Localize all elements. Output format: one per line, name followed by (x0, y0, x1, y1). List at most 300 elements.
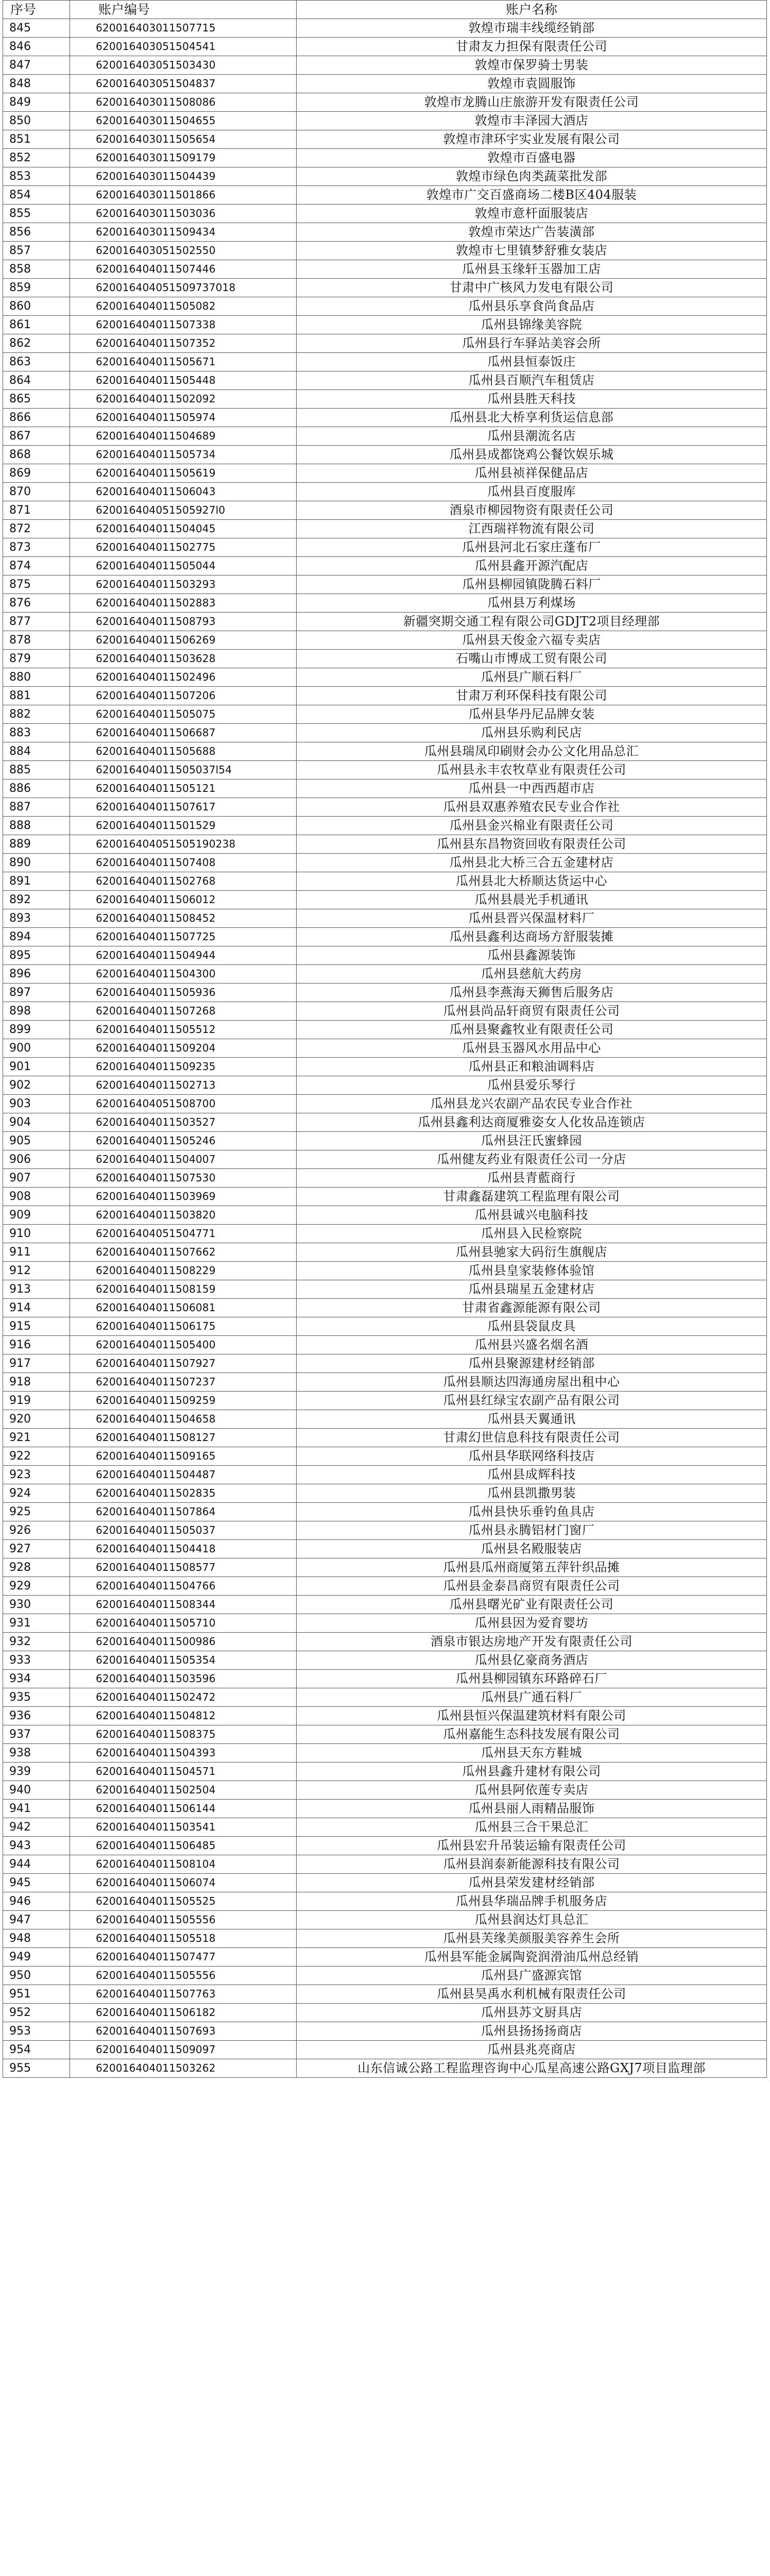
row-number: 883 (3, 724, 70, 742)
row-account-id: 620016404011506012 (70, 891, 297, 909)
row-account-id: 620016404011504045 (70, 520, 297, 538)
table-row (3, 390, 767, 409)
row-account-name: 敦煌市百盛电器 (297, 149, 767, 167)
row-number: 864 (3, 371, 70, 390)
row-account-id: 620016403011505654 (70, 130, 297, 149)
row-number: 945 (3, 1874, 70, 1892)
table-row (3, 1762, 767, 1781)
row-account-name: 瓜州县乐购利民店 (297, 724, 767, 742)
row-account-name: 瓜州县名殿服装店 (297, 1540, 767, 1558)
table-row (3, 130, 767, 149)
row-account-id: 620016404011506043 (70, 483, 297, 501)
row-account-id: 620016404011504766 (70, 1577, 297, 1596)
table-row (3, 1095, 767, 1113)
row-number: 863 (3, 353, 70, 371)
table-row (3, 650, 767, 668)
row-account-name: 瓜州县北大桥三合五金建材店 (297, 854, 767, 872)
row-account-name: 瓜州县鑫源装饰 (297, 946, 767, 965)
row-account-id: 620016404011500986 (70, 1633, 297, 1651)
row-account-name: 瓜州县华丹尼品牌女装 (297, 705, 767, 724)
row-account-id: 620016404011508159 (70, 1280, 297, 1299)
table-row (3, 742, 767, 761)
table-row (3, 538, 767, 557)
row-number: 858 (3, 260, 70, 279)
row-account-id: 620016404011504393 (70, 1744, 297, 1762)
table-row (3, 1577, 767, 1596)
row-account-name: 瓜州县成都饶鸡公餐饮娱乐城 (297, 446, 767, 464)
row-account-name: 瓜州县入民检察院 (297, 1225, 767, 1243)
row-number: 850 (3, 112, 70, 130)
row-account-name: 瓜州县百度服库 (297, 483, 767, 501)
table-row (3, 594, 767, 613)
row-account-id: 620016404011509235 (70, 1058, 297, 1076)
row-account-id: 620016404011507530 (70, 1169, 297, 1188)
table-row (3, 1503, 767, 1521)
table-row (3, 1558, 767, 1577)
row-number: 914 (3, 1299, 70, 1317)
row-account-id: 620016404011505710 (70, 1614, 297, 1633)
row-number: 902 (3, 1076, 70, 1095)
row-account-id: 620016404011508127 (70, 1429, 297, 1447)
table-row (3, 1039, 767, 1058)
row-account-name: 瓜州县丽人雨精品服饰 (297, 1800, 767, 1818)
row-number: 875 (3, 575, 70, 594)
row-account-id: 620016403051504837 (70, 75, 297, 93)
row-account-name: 瓜州县宏升吊装运输有限责任公司 (297, 1837, 767, 1855)
row-number: 859 (3, 279, 70, 297)
row-account-id: 620016404011509165 (70, 1447, 297, 1466)
row-account-id: 620016404011502496 (70, 668, 297, 687)
row-account-id: 620016404011502472 (70, 1688, 297, 1707)
table-row (3, 854, 767, 872)
row-number: 946 (3, 1892, 70, 1911)
row-account-id: 620016404051509737018 (70, 279, 297, 297)
row-number: 930 (3, 1596, 70, 1614)
row-account-name: 瓜州县李燕海天狮售后服务店 (297, 984, 767, 1002)
table-row (3, 279, 767, 297)
row-account-id: 620016404011509259 (70, 1392, 297, 1410)
row-account-name: 瓜州县鑫升建材有限公司 (297, 1762, 767, 1781)
row-account-id: 620016404011505556 (70, 1911, 297, 1929)
row-account-name: 瓜州县双惠养殖农民专业合作社 (297, 798, 767, 817)
row-account-name: 瓜州县锦缘美容院 (297, 316, 767, 334)
row-account-name: 瓜州县瑞凤印刷财会办公文化用品总汇 (297, 742, 767, 761)
table-row (3, 1521, 767, 1540)
table-row (3, 779, 767, 798)
row-account-name: 瓜州县东昌物资回收有限责任公司 (297, 835, 767, 854)
table-row (3, 1818, 767, 1837)
header-account: 账户编号 (70, 1, 297, 19)
row-account-name: 石嘴山市博成工贸有限公司 (297, 650, 767, 668)
row-account-name: 瓜州嘉能生态科技发展有限公司 (297, 1725, 767, 1744)
row-account-name: 瓜州县兆亮商店 (297, 2041, 767, 2059)
row-account-id: 620016404011505518 (70, 1929, 297, 1948)
table-row (3, 1929, 767, 1948)
row-account-id: 620016404011506144 (70, 1800, 297, 1818)
table-row (3, 1410, 767, 1429)
row-number: 951 (3, 1985, 70, 2004)
table-row (3, 1466, 767, 1484)
row-account-id: 620016404011504944 (70, 946, 297, 965)
row-account-name: 瓜州县晨光手机通讯 (297, 891, 767, 909)
row-number: 892 (3, 891, 70, 909)
table-row (3, 2059, 767, 2078)
row-number: 905 (3, 1132, 70, 1150)
row-account-name: 瓜州县兴盛名烟名酒 (297, 1336, 767, 1354)
row-account-id: 620016404011507763 (70, 1985, 297, 2004)
table-row (3, 1892, 767, 1911)
row-account-name: 敦煌市保罗骑士男装 (297, 56, 767, 75)
table-row (3, 1725, 767, 1744)
row-account-name: 瓜州县永丰农牧草业有限责任公司 (297, 761, 767, 779)
row-account-id: 620016404011504571 (70, 1762, 297, 1781)
row-account-id: 620016404011503262 (70, 2059, 297, 2078)
row-number: 894 (3, 928, 70, 946)
row-number: 912 (3, 1262, 70, 1280)
table-row (3, 1280, 767, 1299)
table-row (3, 798, 767, 817)
table-row (3, 316, 767, 334)
row-account-name: 瓜州县柳园镇东环路碎石厂 (297, 1670, 767, 1688)
table-row (3, 353, 767, 371)
row-number: 955 (3, 2059, 70, 2078)
row-account-id: 620016403051504541 (70, 38, 297, 56)
row-number: 893 (3, 909, 70, 928)
table-row (3, 613, 767, 631)
row-account-id: 620016404011508229 (70, 1262, 297, 1280)
row-account-name: 敦煌市丰泽园大酒店 (297, 112, 767, 130)
row-number: 925 (3, 1503, 70, 1521)
table-row (3, 1188, 767, 1206)
row-account-name: 瓜州县鑫利达商场方舒服装摊 (297, 928, 767, 946)
row-account-id: 620016404011506269 (70, 631, 297, 650)
table-row (3, 984, 767, 1002)
row-number: 939 (3, 1762, 70, 1781)
row-account-name: 敦煌市意杆面服装店 (297, 205, 767, 223)
row-number: 890 (3, 854, 70, 872)
row-number: 942 (3, 1818, 70, 1837)
row-account-id: 620016404011505936 (70, 984, 297, 1002)
row-account-id: 620016404051508700 (70, 1095, 297, 1113)
row-account-name: 酒泉市柳园物资有限责任公司 (297, 501, 767, 520)
row-number: 920 (3, 1410, 70, 1429)
row-number: 928 (3, 1558, 70, 1577)
row-number: 888 (3, 817, 70, 835)
row-account-name: 瓜州县永腾铝材门窗厂 (297, 1521, 767, 1540)
row-number: 931 (3, 1614, 70, 1633)
row-account-id: 620016404011506182 (70, 2004, 297, 2022)
row-number: 918 (3, 1373, 70, 1392)
row-account-id: 620016404011505512 (70, 1021, 297, 1039)
table-row (3, 1354, 767, 1373)
row-number: 862 (3, 334, 70, 353)
row-account-name: 瓜州县皇家装修体验馆 (297, 1262, 767, 1280)
table-row (3, 705, 767, 724)
row-number: 873 (3, 538, 70, 557)
table-row (3, 1076, 767, 1095)
row-account-id: 620016404011501529 (70, 817, 297, 835)
table-row (3, 668, 767, 687)
row-number: 922 (3, 1447, 70, 1466)
row-number: 876 (3, 594, 70, 613)
row-account-name: 瓜州县青藍商行 (297, 1169, 767, 1188)
row-account-name: 敦煌市瑞丰线缆经销部 (297, 19, 767, 38)
row-account-id: 620016404011505525 (70, 1892, 297, 1911)
row-account-id: 620016404011505354 (70, 1651, 297, 1670)
row-account-id: 620016403011503036 (70, 205, 297, 223)
row-account-name: 瓜州县华联网络科技店 (297, 1447, 767, 1466)
row-account-id: 620016404011505688 (70, 742, 297, 761)
row-number: 885 (3, 761, 70, 779)
row-account-id: 620016403051502550 (70, 242, 297, 260)
table-row (3, 1540, 767, 1558)
row-account-name: 敦煌市绿色肉类蔬菜批发部 (297, 167, 767, 186)
row-number: 953 (3, 2022, 70, 2041)
table-row (3, 965, 767, 984)
row-account-name: 瓜州县驰家大码衍生旗舰店 (297, 1243, 767, 1262)
row-number: 861 (3, 316, 70, 334)
row-number: 856 (3, 223, 70, 242)
row-account-name: 甘肃万利环保科技有限公司 (297, 687, 767, 705)
row-account-name: 甘肃鑫磊建筑工程监理有限公司 (297, 1188, 767, 1206)
row-account-name: 瓜州县三合干果总汇 (297, 1818, 767, 1837)
table-row (3, 1336, 767, 1354)
row-number: 870 (3, 483, 70, 501)
table-row (3, 575, 767, 594)
row-account-name: 敦煌市荣达广告装潢部 (297, 223, 767, 242)
table-body (3, 19, 767, 2078)
row-number: 937 (3, 1725, 70, 1744)
row-account-id: 620016404011504812 (70, 1707, 297, 1725)
row-account-id: 620016404011507338 (70, 316, 297, 334)
row-account-name: 瓜州县天翼通讯 (297, 1410, 767, 1429)
row-number: 852 (3, 149, 70, 167)
row-number: 854 (3, 186, 70, 205)
table-row (3, 1317, 767, 1336)
row-account-name: 瓜州县昊禹水利机械有限责任公司 (297, 1985, 767, 2004)
table-row (3, 409, 767, 427)
row-account-id: 620016404011503596 (70, 1670, 297, 1688)
header-row (3, 1, 767, 19)
row-number: 938 (3, 1744, 70, 1762)
row-number: 932 (3, 1633, 70, 1651)
row-account-name: 瓜州县荣发建材经销部 (297, 1874, 767, 1892)
row-account-id: 620016404011506081 (70, 1299, 297, 1317)
row-account-name: 瓜州县恒泰饭庄 (297, 353, 767, 371)
row-account-id: 620016404011507864 (70, 1503, 297, 1521)
row-account-name: 敦煌市龙腾山庄旅游开发有限责任公司 (297, 93, 767, 112)
row-account-name: 瓜州县龙兴农副产品农民专业合作社 (297, 1095, 767, 1113)
table-row (3, 223, 767, 242)
row-account-name: 瓜州县行车驿站美容会所 (297, 334, 767, 353)
table-row (3, 112, 767, 130)
row-account-name: 敦煌市津环宇实业发展有限公司 (297, 130, 767, 149)
row-account-id: 620016404011505448 (70, 371, 297, 390)
row-number: 851 (3, 130, 70, 149)
row-account-name: 瓜州县曙光矿业有限责任公司 (297, 1596, 767, 1614)
row-number: 910 (3, 1225, 70, 1243)
row-account-name: 瓜州县鑫开源汽配店 (297, 557, 767, 575)
row-account-name: 瓜州县因为爱育婴坊 (297, 1614, 767, 1633)
table-row (3, 928, 767, 946)
row-account-id: 620016404011508104 (70, 1855, 297, 1874)
row-number: 943 (3, 1837, 70, 1855)
table-row (3, 371, 767, 390)
row-account-id: 620016404011503969 (70, 1188, 297, 1206)
row-account-id: 620016403011504655 (70, 112, 297, 130)
table-row (3, 1948, 767, 1967)
table-row (3, 19, 767, 38)
table-row (3, 149, 767, 167)
row-account-name: 瓜州县慈航大药房 (297, 965, 767, 984)
row-account-name: 瓜州县玉缘轩玉器加工店 (297, 260, 767, 279)
row-account-name: 瓜州县瓜州商厦第五萍针织品摊 (297, 1558, 767, 1577)
row-account-id: 620016404011507725 (70, 928, 297, 946)
row-number: 868 (3, 446, 70, 464)
row-number: 889 (3, 835, 70, 854)
row-account-name: 瓜州县广通石料厂 (297, 1688, 767, 1707)
row-number: 874 (3, 557, 70, 575)
row-account-name: 瓜州县祯祥保健品店 (297, 464, 767, 483)
row-number: 936 (3, 1707, 70, 1725)
row-account-id: 620016404051505190238 (70, 835, 297, 854)
row-number: 921 (3, 1429, 70, 1447)
row-account-id: 620016403011501866 (70, 186, 297, 205)
table-row (3, 817, 767, 835)
row-account-name: 敦煌市袁圆服饰 (297, 75, 767, 93)
table-row (3, 520, 767, 538)
row-number: 895 (3, 946, 70, 965)
table-row (3, 260, 767, 279)
row-number: 923 (3, 1466, 70, 1484)
table-row (3, 167, 767, 186)
row-account-name: 瓜州县鑫利达商厦雅姿女人化妆品连锁店 (297, 1113, 767, 1132)
row-account-id: 620016404011509204 (70, 1039, 297, 1058)
row-number: 886 (3, 779, 70, 798)
row-number: 857 (3, 242, 70, 260)
row-account-name: 瓜州县恒兴保温建筑材料有限公司 (297, 1707, 767, 1725)
row-account-id: 620016404011507408 (70, 854, 297, 872)
row-account-name: 瓜州县正和粮油调料店 (297, 1058, 767, 1076)
table-row (3, 1113, 767, 1132)
row-account-name: 酒泉市银达房地产开发有限责任公司 (297, 1633, 767, 1651)
row-account-name: 瓜州县芙缘美颜服美容养生会所 (297, 1929, 767, 1948)
table-row (3, 1688, 767, 1707)
row-account-name: 瓜州县成辉科技 (297, 1466, 767, 1484)
row-account-id: 620016404011505121 (70, 779, 297, 798)
row-account-id: 620016404011503527 (70, 1113, 297, 1132)
table-row (3, 724, 767, 742)
row-number: 846 (3, 38, 70, 56)
table-header (3, 1, 767, 19)
table-row (3, 1429, 767, 1447)
table-row (3, 1837, 767, 1855)
row-account-name: 山东信诚公路工程监理咨询中心瓜星高速公路GXJ7项目监理部 (297, 2059, 767, 2078)
row-account-id: 620016404011509097 (70, 2041, 297, 2059)
row-number: 878 (3, 631, 70, 650)
row-account-name: 新疆突期交通工程有限公司GDJT2项目经理部 (297, 613, 767, 631)
row-account-id: 620016403011507715 (70, 19, 297, 38)
table-row (3, 946, 767, 965)
row-account-id: 620016404011505619 (70, 464, 297, 483)
table-row (3, 1169, 767, 1188)
row-account-id: 620016404011504689 (70, 427, 297, 446)
row-number: 872 (3, 520, 70, 538)
row-number: 947 (3, 1911, 70, 1929)
row-number: 924 (3, 1484, 70, 1503)
table-row (3, 446, 767, 464)
row-account-name: 瓜州县阿依莲专卖店 (297, 1781, 767, 1800)
row-account-id: 620016403011504439 (70, 167, 297, 186)
row-account-id: 620016404011505671 (70, 353, 297, 371)
row-number: 903 (3, 1095, 70, 1113)
table-row (3, 186, 767, 205)
row-account-name: 瓜州县柳园镇陇腾石料厂 (297, 575, 767, 594)
row-number: 935 (3, 1688, 70, 1707)
row-number: 871 (3, 501, 70, 520)
table-row (3, 631, 767, 650)
row-account-id: 620016404011508793 (70, 613, 297, 631)
row-number: 847 (3, 56, 70, 75)
row-account-id: 620016404011507352 (70, 334, 297, 353)
table-row (3, 2041, 767, 2059)
row-account-name: 瓜州县胜天科技 (297, 390, 767, 409)
row-number: 866 (3, 409, 70, 427)
row-number: 949 (3, 1948, 70, 1967)
row-account-id: 620016404011502504 (70, 1781, 297, 1800)
row-account-name: 瓜州县百顺汽车租赁店 (297, 371, 767, 390)
row-number: 884 (3, 742, 70, 761)
row-account-id: 620016404011505974 (70, 409, 297, 427)
table-row (3, 2004, 767, 2022)
row-number: 855 (3, 205, 70, 223)
table-row (3, 1150, 767, 1169)
row-number: 901 (3, 1058, 70, 1076)
row-account-name: 瓜州健友药业有限责任公司一分店 (297, 1150, 767, 1169)
table-row (3, 334, 767, 353)
row-account-id: 620016404011504418 (70, 1540, 297, 1558)
row-account-id: 620016404011507477 (70, 1948, 297, 1967)
row-number: 926 (3, 1521, 70, 1540)
table-row (3, 891, 767, 909)
row-number: 904 (3, 1113, 70, 1132)
row-number: 909 (3, 1206, 70, 1225)
header-no: 序号 (3, 1, 70, 19)
table-row (3, 1855, 767, 1874)
table-row (3, 56, 767, 75)
table-row (3, 835, 767, 854)
row-account-name: 瓜州县顺达四海通房屋出租中心 (297, 1373, 767, 1392)
row-account-id: 620016404011502713 (70, 1076, 297, 1095)
table-row (3, 483, 767, 501)
row-number: 915 (3, 1317, 70, 1336)
table-row (3, 557, 767, 575)
row-number: 944 (3, 1855, 70, 1874)
row-account-name: 瓜州县晋兴保温材料厂 (297, 909, 767, 928)
row-account-name: 瓜州县润泰新能源科技有限公司 (297, 1855, 767, 1874)
row-account-id: 620016403011509179 (70, 149, 297, 167)
row-account-name: 敦煌市广交百盛商场二楼B区404服装 (297, 186, 767, 205)
table-row (3, 464, 767, 483)
row-account-name: 敦煌市七里镇梦舒雅女装店 (297, 242, 767, 260)
table-row (3, 1002, 767, 1021)
table-row (3, 1670, 767, 1688)
row-account-id: 620016404011506485 (70, 1837, 297, 1855)
row-account-name: 瓜州县汪氏蜜蜂园 (297, 1132, 767, 1150)
row-account-id: 620016404011502092 (70, 390, 297, 409)
row-account-name: 瓜州县玉器风水用品中心 (297, 1039, 767, 1058)
row-account-id: 620016404011505556 (70, 1967, 297, 1985)
